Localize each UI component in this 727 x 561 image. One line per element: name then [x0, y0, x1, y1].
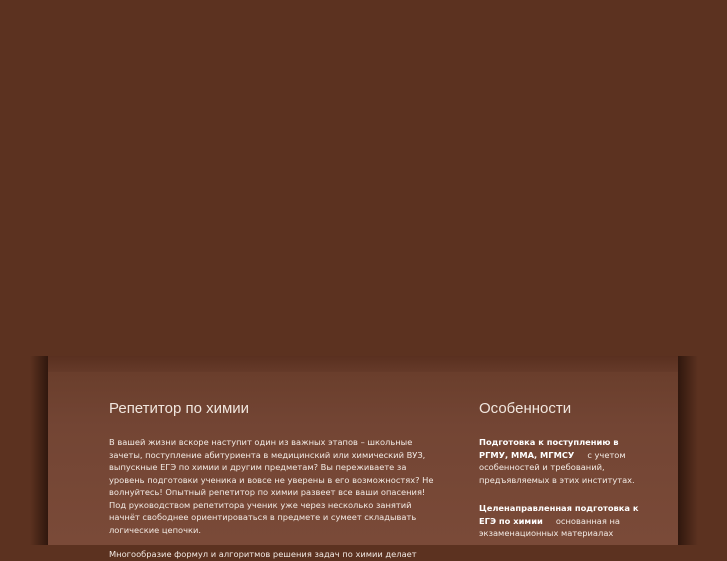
- features-column: [479, 400, 639, 540]
- second-paragraph: Многообразие формул и алгоритмов решения задач по химии делает: [109, 549, 417, 559]
- feature-item-admission-heading: Подготовка к поступлению в РГМУ, ММА, МГМСУ: [479, 437, 619, 460]
- panel-shadow-right: [678, 356, 698, 545]
- feature-item-ege-text: основанная на экзаменационных материалах: [479, 515, 621, 538]
- panel-shadow-left: [30, 356, 48, 545]
- features-title: Особенности: [479, 400, 572, 417]
- panel-top-edge: [48, 356, 678, 372]
- feature-item-ege-heading: Целенаправленная подготовка к ЕГЭ по химии: [479, 503, 639, 526]
- feature-item-admission-text: с учетом особенностей и требований, предъявляемых в этих институтах.: [479, 449, 635, 485]
- intro-paragraph: В вашей жизни вскоре наступит один из важных этапов – школьные зачеты, поступление абитуриента в медицинский или химический ВУЗ, выпускные ЕГЭ по химии и другим предметам? Вы переживаете за уровень подготовки ученика и вовсе не уверены в его возможностях? Не волнуйтесь! Опытный репетитор по химии развеет все ваши опасения! Под руководством репетитора ученик уже через несколько занятий начнёт свободнее ориентироваться в предмете и сумеет складывать логические цепочки.: [109, 437, 434, 535]
- feature-item-ege: [479, 502, 639, 540]
- feature-item-admission: [479, 436, 639, 486]
- main-column: [109, 400, 434, 561]
- page-title: Репетитор по химии: [109, 400, 250, 417]
- content-panel: [48, 356, 678, 559]
